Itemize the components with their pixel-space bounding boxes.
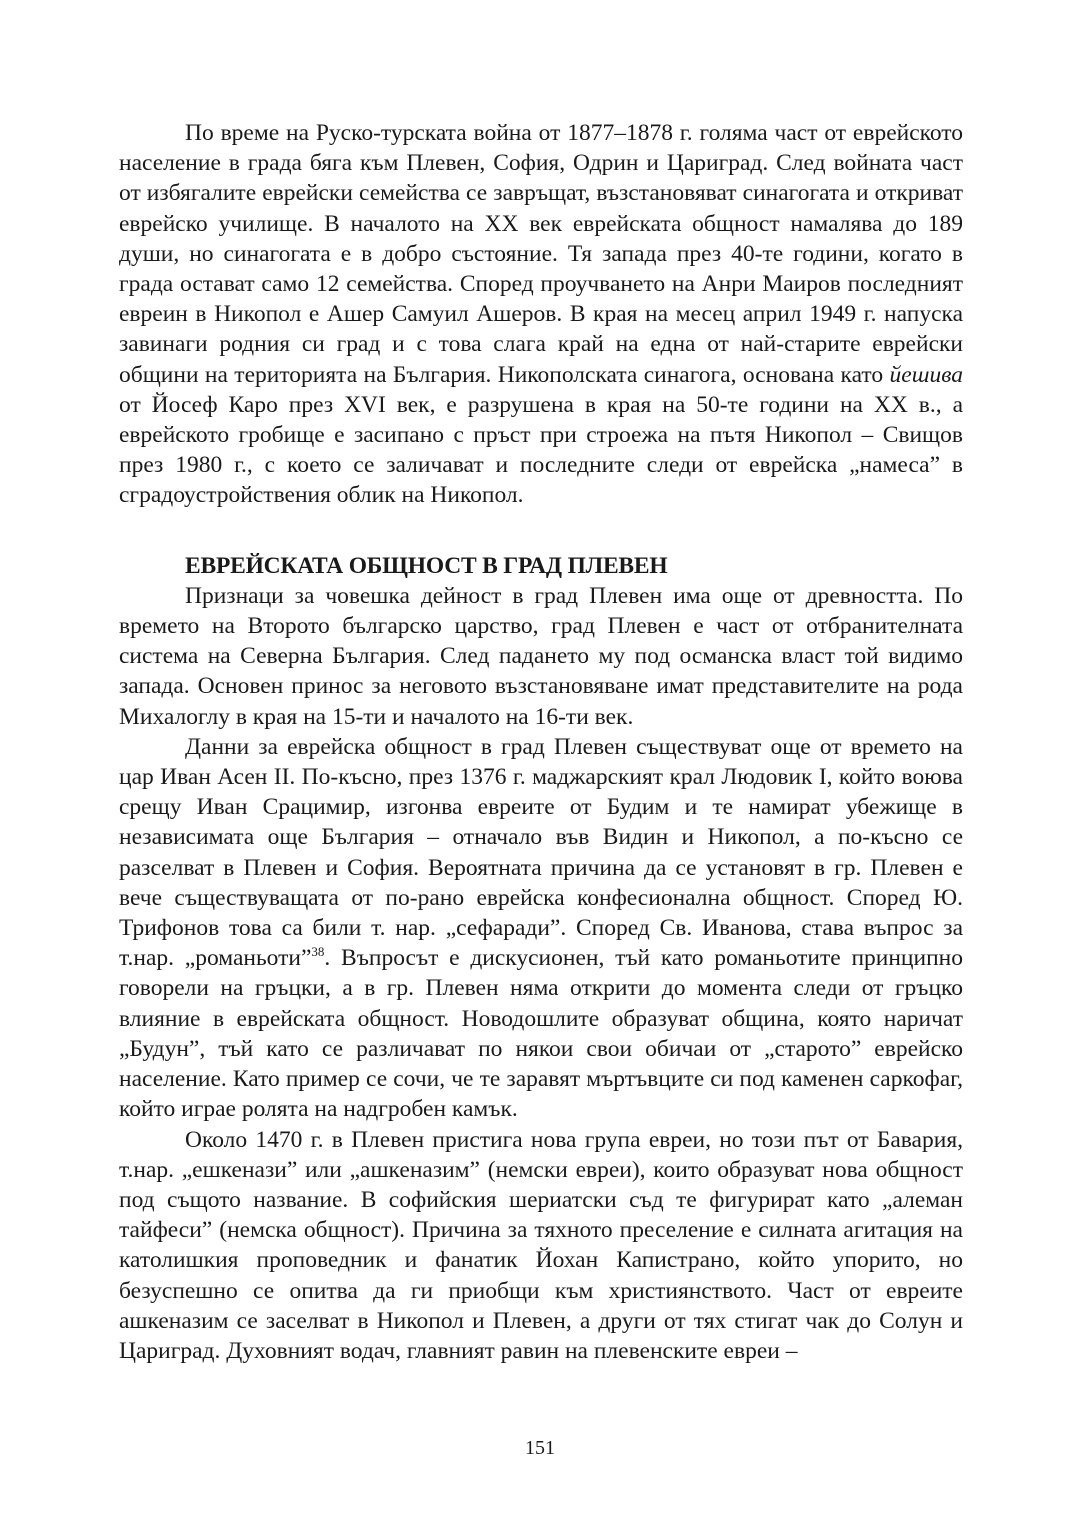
paragraph-text: По време на Руско-турската война от 1877–1878 г. голяма част от еврейското население в града бяга към Плевен, София, Одрин и Цариград. След войната част от избягалите еврейски семейства се завръщат, възстановяват синагогата и откриват еврейско училище. В началото на XX век еврейската общност намалява до 189 души, но синагогата е в добро състояние. Тя запада през 40-те години, когато в града остават само 12 семейства. Според проучването на Анри Маиров последният евреин в Никопол е Ашер Самуил Ашеров. В края на месец април 1949 г. напуска завинаги родния си град и с това слага край на една от най-старите еврейски общини на територията на България. Никополската синагога, основана като [119,120,963,388]
paragraph-pleven-community [119,732,963,1125]
paragraph-text: от Йосеф Каро през XVI век, е разрушена в края на 50-те години на XX в., а еврейското гробище е засипано с пръст при строежа на пътя Никопол – Свищов през 1980 г., с което се заличават и последните следи от еврейска „намеса” в сградоустройствения облик на Никопол. [119,391,963,509]
italic-term: йешива [889,361,963,388]
footnote-marker: 38 [311,944,325,960]
paragraph-text: . Въпросът е дискусионен, тъй като романьотите принципно говорели на гръцки, а в гр. Плевен няма открити до момента следи от гръцко влияние в еврейската общност. Новодошлите образуват община, която наричат „Будун”, тъй като се различават по някои свои обичаи от „старото” еврейско население. Като пример се сочи, че те заравят мъртъвците си под каменен саркофаг, който играе ролята на надгробен камък. [119,945,963,1123]
paragraph-ashkenazi-arrival: Около 1470 г. в Плевен пристига нова група евреи, но този път от Бавария, т.нар. „ешкенази” или „ашкеназим” (немски евреи), които образуват нова общност под същото название. В софийския шериатски съд те фигурират като „алеман тайфеси” (немска общност). Причина за тяхното преселение е силната агитация на католишкия проповедник и фанатик Йохан Капистрано, който упорито, но безуспешно се опитва да ги приобщи към християнството. Част от евреите ашкеназим се заселват в Никопол и Плевен, а други от тях стигат чак до Солун и Цариград. Духовният водач, главният равин на плевенските евреи – [119,1126,963,1364]
page-number: 151 [525,1437,555,1459]
paragraph-text: Данни за еврейска общност в град Плевен съществуват още от времето на цар Иван Асен II. По-късно, през 1376 г. маджарският крал Людовик I, който воюва срещу Иван Срацимир, изгонва евреите от Будим и те намират убежище в независимата още България – отначало във Видин и Никопол, а по-късно се разселват в Плевен и София. Вероятната причина да се установят в гр. Плевен е вече съществуващата от по-рано еврейска конфесионална общност. Според Ю. Трифонов това са били т. нар. „сефаради”. Според Св. Иванова, става въпрос за т.нар. „романьоти” [119,733,963,972]
page-body [119,118,963,1366]
paragraph-nikopol-history [119,118,963,511]
paragraph-pleven-intro: Признаци за човешка дейност в град Плевен има още от древността. По времето на Второто българско царство, град Плевен е част от отбранителната система на Северна България. След падането му под османска власт той видимо запада. Основен принос за неговото възстановяване имат представителите на рода Михалоглу в края на 15-ти и началото на 16-ти век. [119,582,963,730]
section-heading: ЕВРЕЙСКАТА ОБЩНОСТ В ГРАД ПЛЕВЕН [185,552,668,579]
